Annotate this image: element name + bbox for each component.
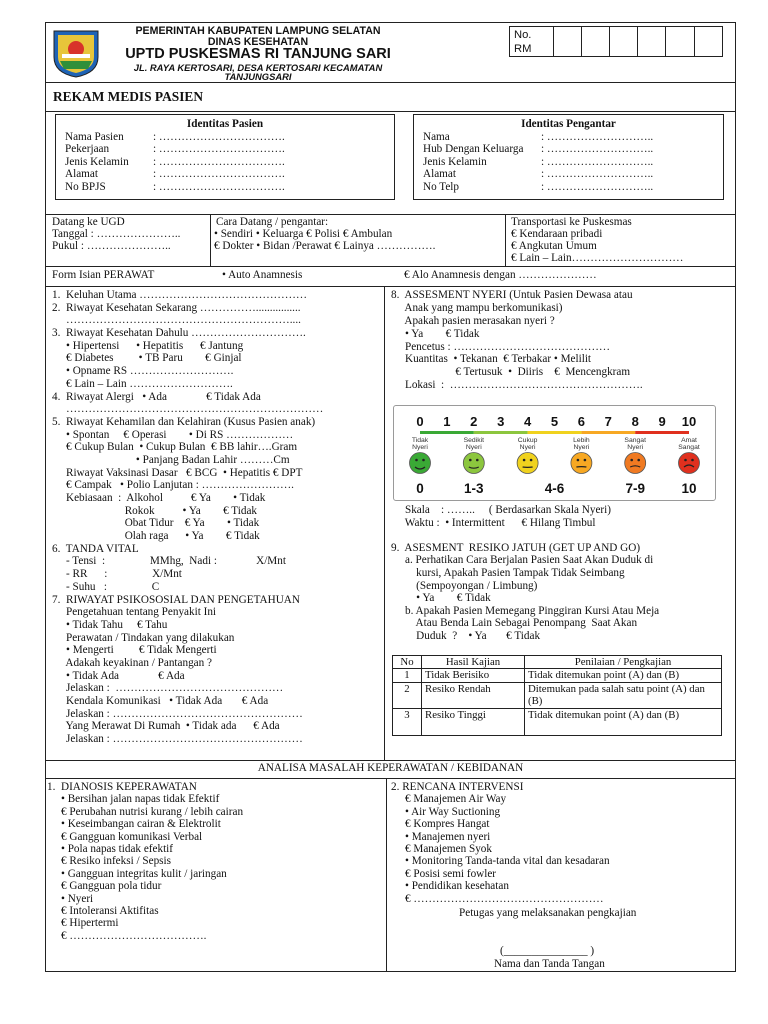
identity-label: Alamat	[65, 168, 98, 181]
form-line[interactable]: Waktu : • Intermittent € Hilang Timbul	[391, 516, 596, 529]
pain-face-label: Nyeri	[412, 444, 428, 451]
divider	[505, 214, 506, 266]
pain-face-label: Amat	[681, 437, 697, 444]
intervensi-item[interactable]: • Monitoring Tanda-tanda vital dan kesadaran	[391, 855, 610, 868]
diagnosis-item[interactable]: € ……………………………….	[47, 929, 207, 942]
pain-face-icon	[571, 453, 592, 474]
pain-face-label: Cukup	[517, 437, 538, 444]
kajian-penilaian: Tidak ditemukan point (A) dan (B)	[525, 669, 722, 682]
pain-bar	[474, 431, 528, 434]
identity-value[interactable]: : ………………………..	[541, 180, 654, 193]
identity-value[interactable]: : …………………………….	[153, 131, 285, 143]
form-line[interactable]: • Hipertensi • Hepatitis € Jantung	[52, 339, 244, 352]
signature-caption: Nama dan Tanda Tangan	[494, 958, 605, 970]
form-line: Anak yang mampu berkomunikasi)	[391, 301, 563, 314]
form-line[interactable]: € Lain – Lain ……………………….	[52, 377, 233, 390]
kajian-penilaian: Ditemukan pada salah satu point (A) dan (B)	[525, 682, 722, 708]
intervensi-section	[391, 781, 731, 905]
pain-face-eye	[691, 459, 694, 462]
identity-label: Jenis Kelamin	[423, 155, 487, 168]
identity-row	[65, 168, 385, 180]
kajian-hasil: Resiko Tinggi	[422, 708, 525, 735]
pain-face-label: Nyeri	[573, 444, 590, 451]
pain-number: 8	[631, 414, 639, 429]
form-line: 5. Riwayat Kehamilan dan Kelahiran (Kusus Pasien anak)	[52, 415, 316, 428]
form-line[interactable]: • Tidak Tahu € Tahu	[52, 618, 168, 631]
intervensi-item[interactable]: • Manajemen nyeri	[391, 830, 491, 843]
rm-cell[interactable]	[694, 26, 695, 57]
pain-bar	[581, 431, 635, 434]
petugas-label: Petugas yang melaksanakan pengkajian	[459, 907, 637, 919]
identity-value[interactable]: : …………………………….	[153, 168, 285, 181]
diagnosis-item[interactable]: • Pola napas tidak efektif	[47, 842, 174, 855]
pain-number: 9	[658, 414, 666, 429]
pain-face-eye	[415, 459, 418, 462]
intervensi-item[interactable]: € Manajemen Air Way	[391, 793, 507, 806]
pain-face-eye	[469, 459, 472, 462]
form-line: Apakah pasien merasakan nyeri ?	[391, 314, 555, 327]
rm-cell[interactable]	[553, 26, 554, 57]
identity-row	[423, 181, 723, 193]
form-line[interactable]: Lokasi : …………………………………………….	[391, 379, 643, 392]
transport-label: Transportasi ke Puskesmas	[511, 216, 632, 228]
form-line: Pengetahuan tentang Penyakit Ini	[52, 606, 217, 619]
intervensi-item[interactable]: € Manajemen Syok	[391, 842, 492, 855]
identity-row	[65, 156, 385, 168]
pain-face-label: Nyeri	[465, 444, 482, 451]
form-line[interactable]: € Campak • Polio Lanjutan : …………………….	[52, 479, 294, 492]
identity-row	[423, 143, 723, 155]
kajian-header-hasil: Hasil Kajian	[422, 656, 525, 669]
form-line[interactable]: Duduk ? • Ya € Tidak	[391, 629, 541, 642]
pain-group: 0	[416, 481, 424, 496]
anamnesis-section	[52, 289, 382, 746]
pain-face-eye	[422, 459, 425, 462]
identity-label: Pekerjaan	[65, 143, 110, 156]
table-row	[393, 669, 722, 682]
pain-face-icon	[463, 453, 484, 474]
pain-number: 2	[470, 414, 478, 429]
kajian-no: 3	[393, 708, 422, 735]
identity-value[interactable]: : ………………………..	[541, 168, 654, 181]
header-divider	[45, 82, 736, 83]
diagnosis-item[interactable]: • Keseimbangan cairan & Elektrolit	[47, 818, 221, 831]
identity-value[interactable]: : …………………………….	[153, 155, 285, 168]
divider	[386, 778, 387, 972]
form-line[interactable]: Riwayat Vaksinasi Dasar € BCG • Hepatitis € DPT	[52, 466, 303, 479]
pain-face-label: Sangat	[624, 437, 646, 444]
form-line[interactable]: € Diabetes • TB Paru € Ginjal	[52, 352, 242, 365]
pain-number: 4	[523, 414, 532, 429]
pain-group: 10	[681, 481, 697, 496]
signature-field[interactable]: (_______________ )	[500, 945, 595, 957]
form-line[interactable]: • Tidak Ada € Ada	[52, 669, 185, 682]
identity-row	[65, 131, 385, 143]
form-line[interactable]: • Ya € Tidak	[391, 592, 491, 605]
kajian-header-penilaian: Penilaian / Pengkajian	[525, 656, 722, 669]
form-line: Atau Benda Lain Sebagai Penompang Saat Akan	[391, 617, 638, 630]
form-line[interactable]: • Opname RS ……………………….	[52, 365, 234, 378]
identity-label: Nama	[423, 131, 450, 143]
rm-cell[interactable]	[581, 26, 582, 57]
intervensi-item[interactable]: € Posisi semi fowler	[391, 867, 497, 880]
diagnosis-item[interactable]: € Hipertermi	[47, 917, 119, 930]
identity-label: Nama Pasien	[65, 131, 124, 143]
pain-number: 1	[443, 414, 451, 429]
cara-datang-options[interactable]: • Sendiri • Keluarga € Polisi € Ambulan	[214, 228, 393, 240]
form-line: - RR : X/Mnt	[52, 568, 182, 581]
form-line: (Sempoyongan / Limbung)	[391, 579, 538, 592]
intervensi-item[interactable]: € ……………………………………………	[391, 892, 604, 905]
datang-ugd: Datang ke UGD	[52, 216, 125, 228]
identitas-pasien-heading: Identitas Pasien	[186, 118, 264, 130]
assesment-nyeri-section	[391, 289, 731, 392]
kajian-hasil: Tidak Berisiko	[422, 669, 525, 682]
identity-row	[65, 181, 385, 193]
tanggal-field[interactable]: Tanggal : …………………..	[52, 228, 181, 240]
diagnosis-item[interactable]: • Gangguan integritas kulit / jaringan	[47, 867, 227, 880]
identity-row	[423, 156, 723, 168]
pain-bar	[635, 431, 689, 434]
form-line: - Suhu : C	[52, 580, 160, 593]
table-row	[393, 708, 722, 735]
form-line[interactable]: Jelaskan : ……………………………………………	[52, 733, 303, 746]
pain-group: 4-6	[544, 481, 565, 496]
form-line	[391, 529, 731, 542]
header-address: JL. RAYA KERTOSARI, DESA KERTOSARI KECAMATAN	[133, 62, 383, 73]
pain-face-eye	[630, 459, 633, 462]
header-dept: DINAS KESEHATAN	[207, 36, 309, 48]
diagnosis-item[interactable]: € Perubahan nutrisi kurang / lebih cairan	[47, 805, 244, 818]
pain-number: 10	[681, 414, 697, 429]
diagnosis-item[interactable]: € Gangguan komunikasi Verbal	[47, 830, 203, 843]
identity-value[interactable]: : …………………………….	[153, 143, 285, 156]
pain-number: 6	[577, 414, 586, 429]
form-line[interactable]: € Tertusuk • Diiris € Mencengkram	[391, 366, 631, 379]
pain-face-icon	[410, 453, 431, 474]
form-line: 8. ASSESMENT NYERI (Untuk Pasien Dewasa atau	[391, 289, 633, 301]
title-divider	[45, 111, 736, 112]
identitas-pengantar-fields	[423, 131, 723, 193]
kajian-header-no: No	[393, 656, 422, 669]
pain-scale-graphic	[393, 405, 716, 501]
diagnosis-item[interactable]: € Intoleransi Aktifitas	[47, 904, 159, 917]
identity-row	[65, 143, 385, 155]
identity-value[interactable]: : …………………………….	[153, 180, 285, 193]
form-line[interactable]: Kebiasaan : Alkohol € Ya • Tidak	[52, 492, 266, 504]
rm-label: No. RM	[514, 29, 532, 55]
pain-face-label: Tidak	[411, 437, 429, 444]
header-gov: PEMERINTAH KABUPATEN LAMPUNG SELATAN	[135, 25, 381, 37]
rm-cell[interactable]	[665, 26, 666, 57]
intervensi-item[interactable]: • Pendidikan kesehatan	[391, 880, 509, 893]
transport-option[interactable]: € Kendaraan pribadi	[511, 228, 603, 240]
form-line: b. Apakah Pasien Memegang Pinggiran Kursi Atau Meja	[391, 604, 660, 617]
pain-face-eye	[530, 459, 533, 462]
pain-number: 5	[550, 414, 559, 429]
pain-face-icon	[625, 453, 646, 474]
form-line[interactable]: Obat Tidur € Ya • Tidak	[52, 517, 260, 530]
diagnosis-item[interactable]: • Nyeri	[47, 892, 94, 905]
form-line[interactable]: Jelaskan : ………………………………………	[52, 682, 284, 695]
form-line[interactable]: • Mengerti € Tidak Mengerti	[52, 644, 217, 657]
identity-label: No BPJS	[65, 180, 106, 193]
logo	[48, 27, 104, 79]
pain-group: 7-9	[625, 481, 645, 496]
diagnosis-item: 1. DIANOSIS KEPERAWATAN	[47, 781, 197, 793]
form-line[interactable]: Jelaskan : ……………………………………………	[52, 707, 303, 720]
form-line[interactable]: • Panjang Badan Lahir ………Cm	[52, 453, 290, 466]
form-isian-label: Form Isian PERAWAT	[52, 269, 155, 281]
form-line[interactable]: • Spontan € Operasi • Di RS ………………	[52, 428, 294, 441]
form-line: 6. TANDA VITAL	[52, 542, 139, 555]
pain-face-eye	[577, 459, 580, 462]
identity-label: Jenis Kelamin	[65, 155, 129, 168]
cara-datang-label: Cara Datang / pengantar:	[216, 216, 329, 228]
header-puskesmas: UPTD PUSKESMAS RI TANJUNG SARI	[125, 46, 391, 62]
divider	[45, 214, 736, 215]
form-line[interactable]: Yang Merawat Di Rumah • Tidak ada € Ada	[52, 720, 280, 733]
form-line: Adakah keyakinan / Pantangan ?	[52, 656, 212, 669]
pain-group: 1-3	[464, 481, 484, 496]
pain-number: 3	[497, 414, 505, 429]
pain-face-label: Lebih	[573, 437, 590, 444]
form-line[interactable]: € Cukup Bulan • Cukup Bulan € BB lahir….Gram	[52, 441, 298, 454]
identity-row	[423, 168, 723, 180]
diagnosis-item[interactable]: € Resiko infeksi / Sepsis	[47, 855, 171, 868]
rm-cell[interactable]	[637, 26, 638, 57]
diagnosis-item[interactable]: € Gangguan pola tidur	[47, 880, 162, 893]
pain-face-label: Nyeri	[627, 444, 644, 451]
kajian-no: 1	[393, 669, 422, 682]
form-line[interactable]: Skala : …….. ( Berdasarkan Skala Nyeri)	[391, 504, 611, 516]
kajian-no: 2	[393, 682, 422, 708]
form-line: a. Perhatikan Cara Berjalan Pasien Saat Akan Duduk di	[391, 554, 654, 567]
form-line[interactable]: • Ya € Tidak	[391, 327, 480, 340]
form-line[interactable]: Kuantitas • Tekanan € Terbakar • Melilit	[391, 353, 592, 366]
divider	[210, 214, 211, 266]
form-line: - Tensi : MMhg, Nadi : X/Mnt	[52, 555, 286, 568]
pain-face-eye	[523, 459, 526, 462]
transport-option[interactable]: € Angkutan Umum	[511, 240, 597, 252]
divider	[384, 286, 385, 760]
identity-value[interactable]: : ………………………..	[541, 143, 654, 156]
diagnosis-section	[47, 781, 382, 942]
header-address-2: TANJUNGSARI	[224, 71, 292, 82]
pukul-field[interactable]: Pukul : …………………..	[52, 240, 171, 252]
pain-number: 0	[416, 414, 424, 429]
pain-face-eye	[584, 459, 587, 462]
form-line[interactable]: ……………………………………………………....	[52, 314, 301, 327]
pain-face-icon	[679, 453, 700, 474]
identity-label: Hub Dengan Keluarga	[423, 143, 524, 156]
rm-cell[interactable]	[609, 26, 610, 57]
form-line[interactable]: Pencetus : ……………………………………	[391, 340, 611, 353]
form-line[interactable]: Olah raga • Ya € Tidak	[52, 530, 260, 543]
kajian-table	[392, 655, 722, 736]
transport-option[interactable]: € Lain – Lain…………………………	[511, 252, 684, 264]
intervensi-item[interactable]: • Air Way Suctioning	[391, 805, 501, 818]
pain-number: 7	[604, 414, 612, 429]
form-line[interactable]: 4. Riwayat Alergi • Ada € Tidak Ada	[52, 390, 261, 403]
diagnosis-item[interactable]: • Bersihan jalan napas tidak Efektif	[47, 793, 220, 806]
identitas-pasien-fields	[65, 131, 385, 193]
pain-face-eye	[476, 459, 479, 462]
auto-anamnesis-option[interactable]: • Auto Anamnesis	[222, 269, 303, 281]
pain-face-eye	[684, 459, 687, 462]
pain-face-label: Sedikit	[463, 437, 485, 444]
identity-value[interactable]: : ………………………..	[541, 131, 654, 143]
form-line[interactable]: ……………………………………………………………	[52, 403, 324, 416]
identity-label: Alamat	[423, 168, 456, 181]
identity-row	[423, 131, 723, 143]
table-row	[393, 682, 722, 708]
form-line[interactable]: 2. Riwayat Kesehatan Sekarang ……………................	[52, 301, 301, 314]
form-line[interactable]: Kendala Komunikasi • Tidak Ada € Ada	[52, 695, 269, 707]
pain-face-label: Nyeri	[519, 444, 536, 451]
kajian-penilaian: Tidak ditemukan point (A) dan (B)	[525, 708, 722, 735]
page-title: REKAM MEDIS PASIEN	[53, 89, 204, 104]
cara-datang-options-2[interactable]: € Dokter • Bidan /Perawat € Lainya …………….	[214, 240, 436, 252]
pain-bar	[528, 431, 582, 434]
identity-value[interactable]: : ………………………..	[541, 155, 654, 168]
analisa-heading: ANALISA MASALAH KEPERAWATAN / KEBIDANAN	[257, 762, 524, 774]
form-line: 7. RIWAYAT PSIKOSOSIAL DAN PENGETAHUAN	[52, 593, 300, 606]
form-line[interactable]: 1. Keluhan Utama ………………………………………	[52, 289, 308, 301]
pain-face-icon	[517, 453, 538, 474]
form-line: kursi, Apakah Pasien Tampak Tidak Seimbang	[391, 566, 625, 579]
divider	[45, 266, 736, 267]
identity-label: No Telp	[423, 180, 459, 193]
form-line[interactable]: 3. Riwayat Kesehatan Dahulu ………………………….	[52, 327, 306, 340]
divider	[45, 286, 736, 287]
kajian-hasil: Resiko Rendah	[422, 682, 525, 708]
divider	[45, 778, 736, 779]
alo-anamnesis-option[interactable]: € Alo Anamnesis dengan …………………	[404, 269, 597, 281]
pain-face-label: Sangat	[678, 444, 700, 451]
form-line: 9. ASESMENT RESIKO JATUH (GET UP AND GO)	[391, 541, 641, 554]
divider	[45, 760, 736, 761]
pain-face-eye	[637, 459, 640, 462]
form-line[interactable]: Rokok • Ya € Tidak	[52, 504, 258, 517]
form-line: Perawatan / Tindakan yang dilakukan	[52, 631, 235, 644]
pain-bar	[420, 431, 474, 434]
resiko-jatuh-section	[391, 504, 731, 643]
identitas-pengantar-heading: Identitas Pengantar	[521, 118, 616, 130]
intervensi-item: 2. RENCANA INTERVENSI	[391, 781, 524, 793]
intervensi-item[interactable]: € Kompres Hangat	[391, 818, 490, 831]
